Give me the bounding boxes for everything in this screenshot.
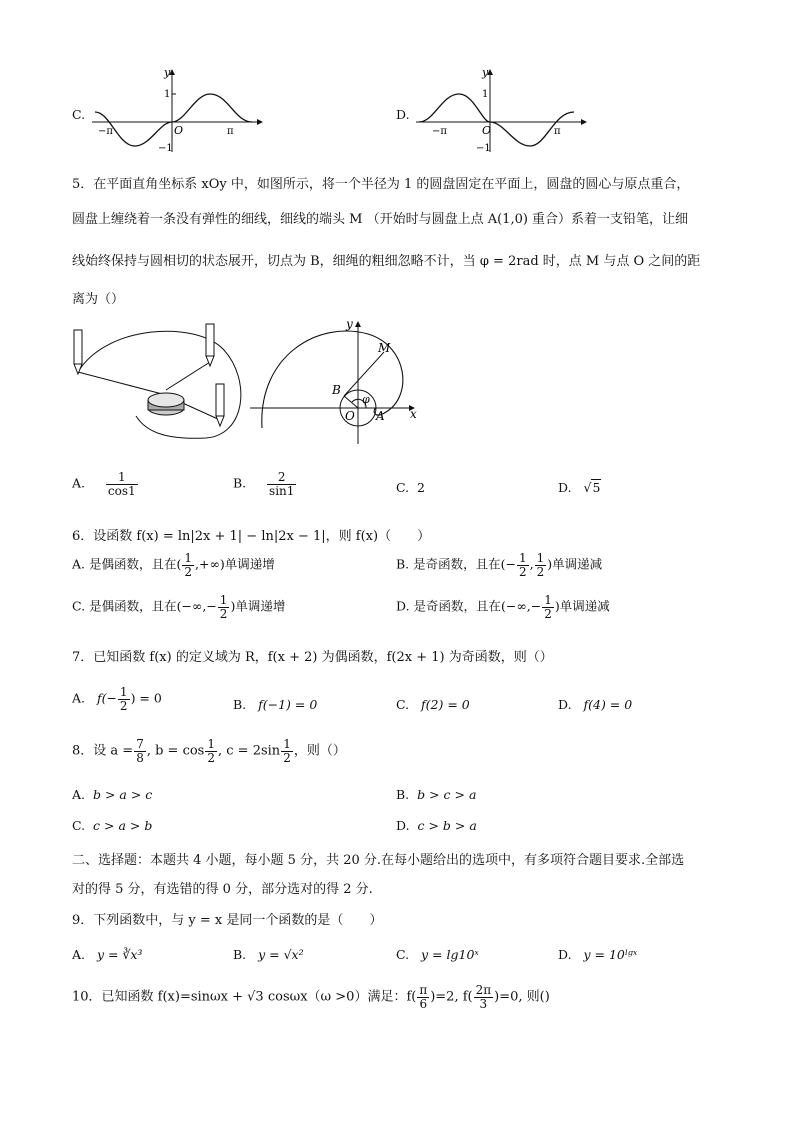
q4-option-c-graph	[90, 64, 270, 156]
pencil-top	[206, 324, 214, 366]
one-label: 1	[164, 89, 171, 100]
section2-header-line2: 对的得 5 分，有选错的得 0 分，部分选对的得 2 分.	[72, 882, 373, 897]
pi-label: π	[554, 126, 561, 137]
origin-label: O	[174, 124, 184, 137]
b-label: B	[332, 383, 341, 397]
q5-option-c: C. 2	[396, 480, 425, 495]
o-label: O	[345, 409, 355, 423]
q7-option-c: C. f(2) = 0	[396, 697, 470, 712]
x-label: x	[410, 407, 417, 421]
q6-option-d: D. 是奇函数，且在(−∞,− $\frac{1}{2}$ )单调递减	[396, 593, 610, 621]
y-label: y	[346, 317, 353, 331]
curve	[419, 94, 574, 146]
pencil-left	[74, 330, 82, 374]
q9-option-b: B. y = √x²	[233, 947, 304, 962]
q5-stem-line1: 5．在平面直角坐标系 xOy 中，如图所示，将一个半径为 1 的圆盘固定在平面上，圆盘的圆心与原点重合，	[72, 177, 690, 192]
q7-option-a: A. f(− $\frac{1}{2}$ ) = 0	[72, 685, 162, 713]
q9-option-d: D. y = 10ˡᵍˣ	[558, 947, 638, 962]
q6-option-c: C. 是偶函数，且在(−∞,− $\frac{1}{2}$ )单调递增	[72, 593, 286, 621]
q7-option-d: D. f(4) = 0	[558, 697, 633, 712]
q9-stem: 9．下列函数中，与 y = x 是同一个函数的是（ ）	[72, 913, 383, 928]
q6-option-a: A. 是偶函数，且在( $\frac{1}{2}$ ,+∞)单调递增	[72, 551, 275, 579]
q9-option-a: A. y = ∛x³	[72, 947, 143, 962]
neg-one-label: −1	[476, 143, 491, 154]
curve	[95, 94, 252, 146]
q6-stem: 6．设函数 f(x) = ln|2x + 1| − ln|2x − 1|，则 f(x)（ ）	[72, 529, 431, 544]
phi-label: φ	[362, 393, 370, 406]
neg-pi-label: −π	[98, 126, 113, 137]
q5-option-d: D. √5	[558, 480, 601, 495]
y-label: y	[482, 66, 489, 79]
pi-label: π	[227, 126, 234, 137]
pencil-right	[216, 384, 224, 426]
q8-option-b: B. b > c > a	[396, 787, 477, 802]
q5-involute-diagram	[248, 316, 428, 446]
q7-option-b: B. f(−1) = 0	[233, 697, 318, 712]
q8-option-d: D. c > b > a	[396, 818, 477, 833]
q9-option-c: C. y = lg10ˣ	[396, 947, 479, 962]
m-label: M	[378, 341, 391, 355]
q5-pencil-illustration	[66, 320, 256, 450]
a-label: A	[376, 409, 385, 423]
q8-option-a: A. b > a > c	[72, 787, 153, 802]
section2-header-line1: 二、选择题：本题共 4 小题，每小题 5 分，共 20 分.在每小题给出的选项中，有多项符合题目要求.全部选	[72, 853, 685, 868]
q5-option-b: B. $\frac{2}{\sin 1}$	[233, 470, 295, 498]
q5-option-a: A. $\frac{1}{\cos 1}$	[72, 470, 136, 498]
q4-option-c-label: C.	[72, 107, 86, 122]
neg-pi-label: −π	[432, 126, 447, 137]
q5-stem-line4: 离为（）	[72, 292, 125, 307]
q5-stem-line3: 线始终保持与圆相切的状态展开，切点为 B，细绳的粗细忽略不计，当 φ = 2rad 时，点 M 与点 O 之间的距	[72, 254, 701, 269]
q10-stem: 10．已知函数 f(x)=sinωx + √3 cosωx（ω >0）满足：f( $\frac{\pi}{6}$ )=2, f( $\frac{2\pi}{3}$ )=0, 则()	[72, 983, 550, 1011]
q4-option-d-label: D.	[396, 107, 410, 122]
q4-option-d-graph	[414, 64, 594, 156]
q8-option-c: C. c > a > b	[72, 818, 153, 833]
neg-one-label: −1	[158, 143, 173, 154]
q7-stem: 7．已知函数 f(x) 的定义域为 R，f(x + 2) 为偶函数，f(2x + 1) 为奇函数，则（）	[72, 650, 553, 665]
q5-stem-line2: 圆盘上缠绕着一条没有弹性的细线，细线的端头 M （开始时与圆盘上点 A(1,0) 重合）系着一支铅笔，让细	[72, 212, 689, 227]
y-label: y	[164, 66, 171, 79]
one-label: 1	[482, 89, 489, 100]
q8-stem: 8．设 a = $\frac{7}{8}$ , b = cos $\frac{1}{2}$ , c = 2sin $\frac{1}{2}$ ，则（）	[72, 737, 346, 765]
q6-option-b: B. 是奇函数，且在(− $\frac{1}{2}$ , $\frac{1}{2}$ )单调递减	[396, 551, 603, 579]
origin-label: O	[482, 124, 492, 137]
